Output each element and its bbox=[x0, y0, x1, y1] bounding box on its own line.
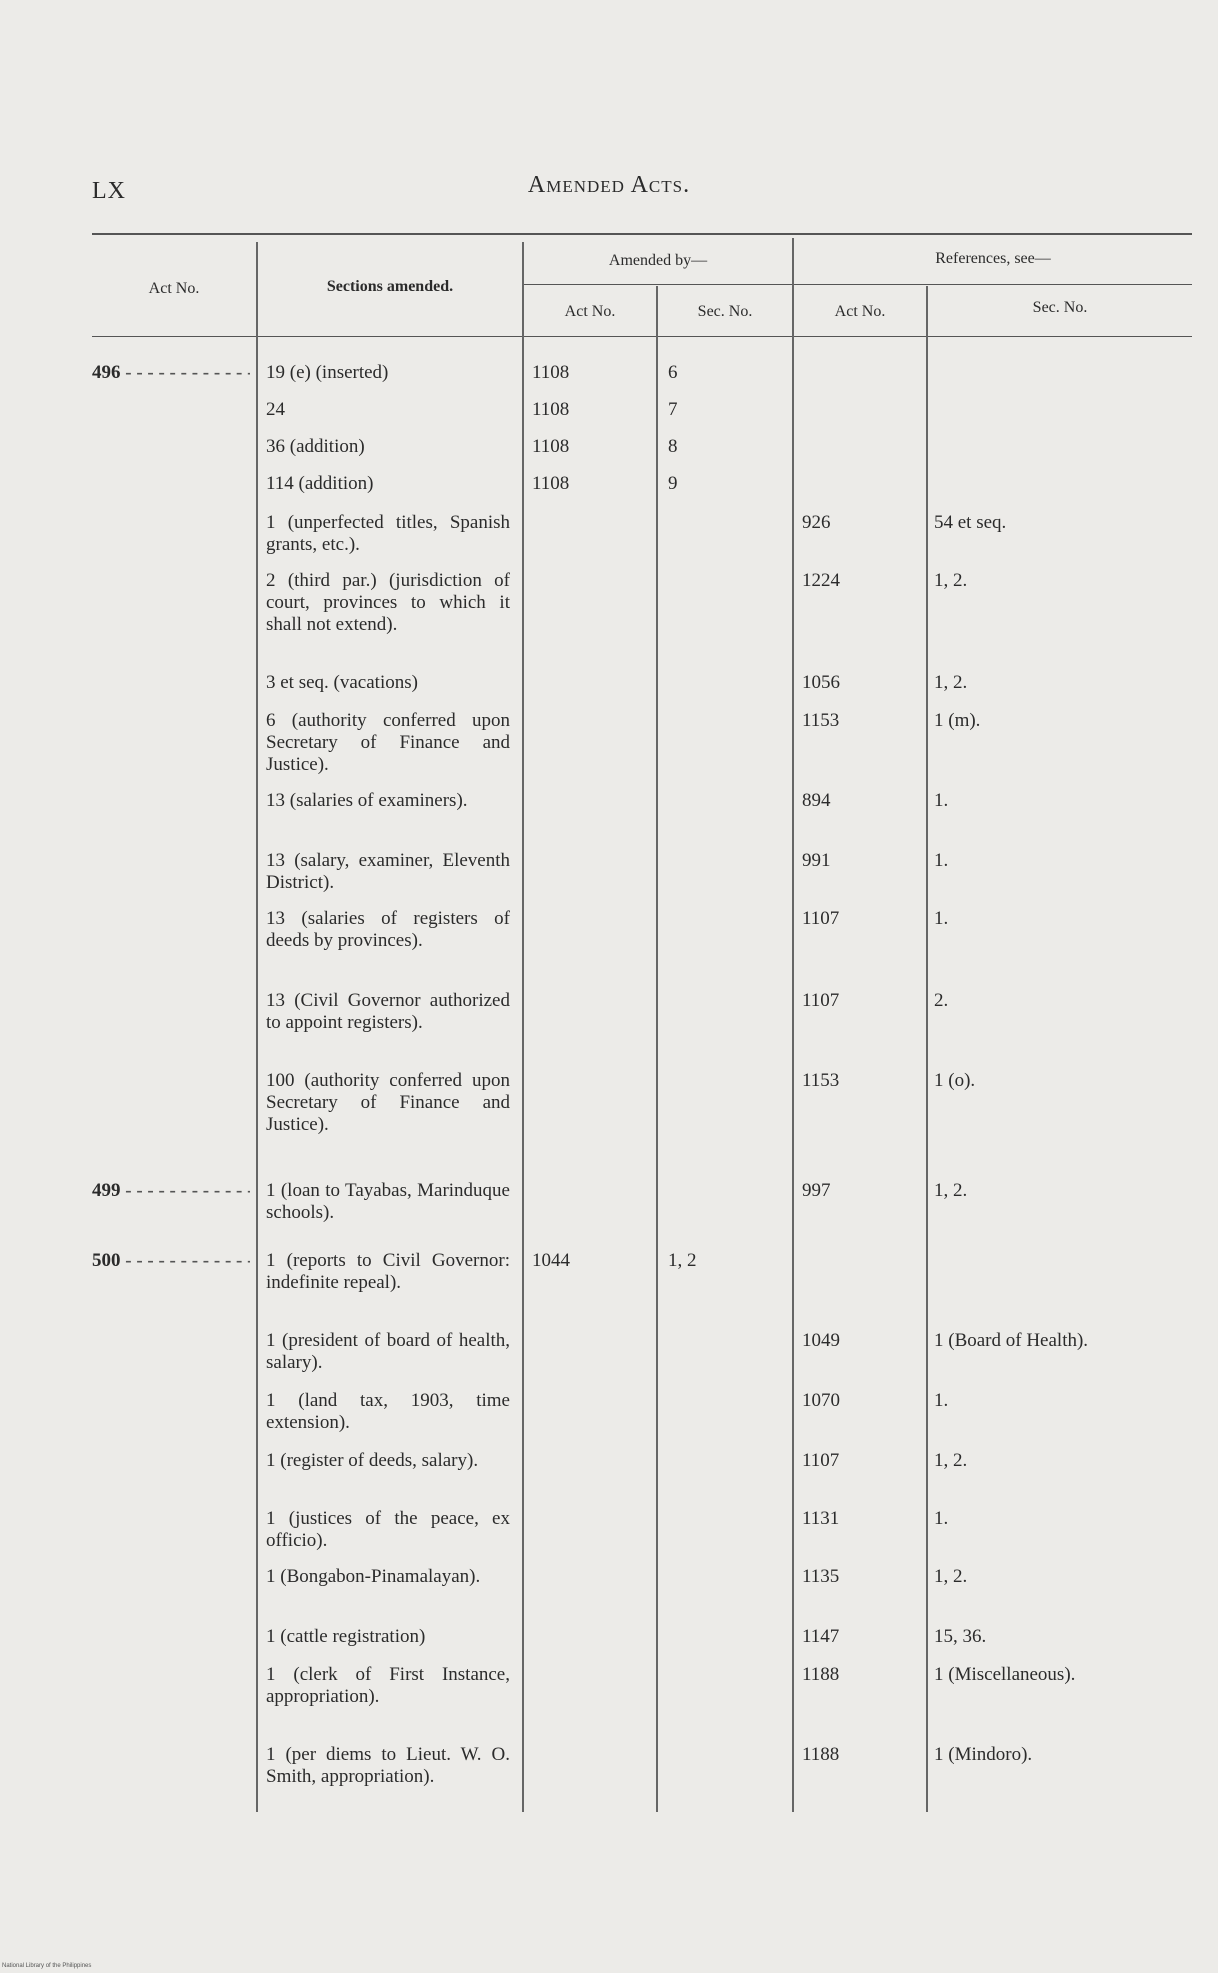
section-amended: 1 (unperfected titles, Spanish grants, etc.). bbox=[266, 512, 510, 555]
section-amended: 13 (salary, examiner, Eleventh District). bbox=[266, 850, 510, 893]
header-ref-sec-no: Sec. No. bbox=[1032, 299, 1088, 316]
section-amended: 100 (authority conferred upon Secretary of Finance and Justice). bbox=[266, 1070, 510, 1135]
ref-sec-no: 1, 2. bbox=[934, 1450, 968, 1471]
section-amended: 13 (Civil Governor authorized to appoint registers). bbox=[266, 990, 510, 1033]
ref-act-no: 1056 bbox=[802, 672, 840, 693]
section-amended: 1 (clerk of First Instance, appropriation). bbox=[266, 1664, 510, 1707]
ref-act-no: 1188 bbox=[802, 1744, 840, 1765]
ref-sec-no: 1 (Miscellaneous). bbox=[934, 1664, 1076, 1685]
amended-act-no: 1108 bbox=[532, 436, 570, 457]
ref-sec-no: 1. bbox=[934, 850, 949, 871]
amended-act-no: 1108 bbox=[532, 362, 570, 383]
ref-sec-no: 1, 2. bbox=[934, 1566, 968, 1587]
section-amended: 13 (salaries of examiners). bbox=[266, 790, 468, 811]
section-amended: 2 (third par.) (jurisdiction of court, provinces to which it shall not extend). bbox=[266, 570, 510, 635]
ref-sec-no: 1, 2. bbox=[934, 570, 968, 591]
section-amended: 1 (Bongabon-Pinamalayan). bbox=[266, 1566, 481, 1587]
section-amended: 36 (addition) bbox=[266, 436, 365, 457]
header-amended-by: Amended by— bbox=[608, 252, 708, 269]
section-amended: 1 (cattle registration) bbox=[266, 1626, 426, 1647]
ref-act-no: 926 bbox=[802, 512, 831, 533]
ref-act-no: 1107 bbox=[802, 990, 840, 1011]
section-amended: 24 bbox=[266, 399, 285, 420]
section-amended: 1 (president of board of health, salary). bbox=[266, 1330, 510, 1373]
ref-sec-no: 15, 36. bbox=[934, 1626, 987, 1647]
header-ref-act-no: Act No. bbox=[834, 303, 886, 320]
amended-act-no: 1044 bbox=[532, 1250, 570, 1271]
act-number: 500 - - - bbox=[92, 1250, 250, 1272]
ref-act-no: 1131 bbox=[802, 1508, 840, 1529]
ref-act-no: 1147 bbox=[802, 1626, 840, 1647]
ref-sec-no: 1, 2. bbox=[934, 1180, 968, 1201]
section-amended: 19 (e) (inserted) bbox=[266, 362, 389, 383]
section-amended: 1 (justices of the peace, ex officio). bbox=[266, 1508, 510, 1551]
header-amended-act-no: Act No. bbox=[564, 303, 616, 320]
section-amended: 1 (loan to Tayabas, Marinduque schools). bbox=[266, 1180, 510, 1223]
ref-act-no: 1135 bbox=[802, 1566, 840, 1587]
ref-act-no: 991 bbox=[802, 850, 831, 871]
ref-act-no: 1049 bbox=[802, 1330, 840, 1351]
ref-sec-no: 1 (Board of Health). bbox=[934, 1330, 1089, 1351]
column-divider bbox=[792, 238, 794, 1812]
header-sections-amended: Sections amended. bbox=[326, 278, 454, 295]
ref-act-no: 1188 bbox=[802, 1664, 840, 1685]
amended-sec-no: 6 bbox=[668, 362, 678, 383]
section-amended: 1 (reports to Civil Governor: indefinite repeal). bbox=[266, 1250, 510, 1293]
column-divider bbox=[256, 242, 258, 1812]
act-number: 499 - - - bbox=[92, 1180, 250, 1202]
ref-sec-no: 1 (o). bbox=[934, 1070, 976, 1091]
header-amended-sec-no: Sec. No. bbox=[697, 303, 753, 320]
section-amended: 1 (register of deeds, salary). bbox=[266, 1450, 479, 1471]
section-amended: 3 et seq. (vacations) bbox=[266, 672, 418, 693]
column-divider bbox=[522, 242, 524, 1812]
section-amended: 6 (authority conferred upon Secretary of Finance and Justice). bbox=[266, 710, 510, 775]
amended-act-no: 1108 bbox=[532, 473, 570, 494]
page-title: Amended Acts. bbox=[527, 172, 691, 198]
section-amended: 1 (per diems to Lieut. W. O. Smith, appropriation). bbox=[266, 1744, 510, 1787]
act-number: 496 - - - bbox=[92, 362, 250, 384]
column-divider bbox=[926, 286, 928, 1812]
ref-sec-no: 1. bbox=[934, 908, 949, 929]
header-references: References, see— bbox=[935, 250, 1051, 267]
section-amended: 1 (land tax, 1903, time extension). bbox=[266, 1390, 510, 1433]
ref-act-no: 1107 bbox=[802, 1450, 840, 1471]
ref-act-no: 1107 bbox=[802, 908, 840, 929]
ref-sec-no: 1, 2. bbox=[934, 672, 968, 693]
ref-act-no: 1070 bbox=[802, 1390, 840, 1411]
section-amended: 13 (salaries of registers of deeds by provinces). bbox=[266, 908, 510, 951]
ref-sec-no: 2. bbox=[934, 990, 949, 1011]
section-amended: 114 (addition) bbox=[266, 473, 374, 494]
ref-sec-no: 1 (m). bbox=[934, 710, 981, 731]
ref-act-no: 1153 bbox=[802, 1070, 840, 1091]
ref-sec-no: 1. bbox=[934, 790, 949, 811]
ref-sec-no: 1. bbox=[934, 1390, 949, 1411]
amended-sec-no: 8 bbox=[668, 436, 678, 457]
amended-sec-no: 7 bbox=[668, 399, 678, 420]
page-number: LX bbox=[92, 178, 126, 204]
header-act-no: Act No. bbox=[148, 280, 200, 297]
amended-sec-no: 9 bbox=[668, 473, 678, 494]
ref-sec-no: 54 et seq. bbox=[934, 512, 1007, 533]
table-top-rule bbox=[92, 233, 1192, 235]
ref-act-no: 894 bbox=[802, 790, 831, 811]
scan-footer-note: National Library of the Philippines bbox=[2, 1963, 92, 1969]
ref-act-no: 1153 bbox=[802, 710, 840, 731]
column-divider bbox=[656, 286, 658, 1812]
amended-act-no: 1108 bbox=[532, 399, 570, 420]
ref-sec-no: 1 (Mindoro). bbox=[934, 1744, 1033, 1765]
subheader-rule bbox=[522, 284, 1192, 285]
amended-sec-no: 1, 2 bbox=[668, 1250, 697, 1271]
ref-act-no: 1224 bbox=[802, 570, 840, 591]
ref-sec-no: 1. bbox=[934, 1508, 949, 1529]
ref-act-no: 997 bbox=[802, 1180, 831, 1201]
